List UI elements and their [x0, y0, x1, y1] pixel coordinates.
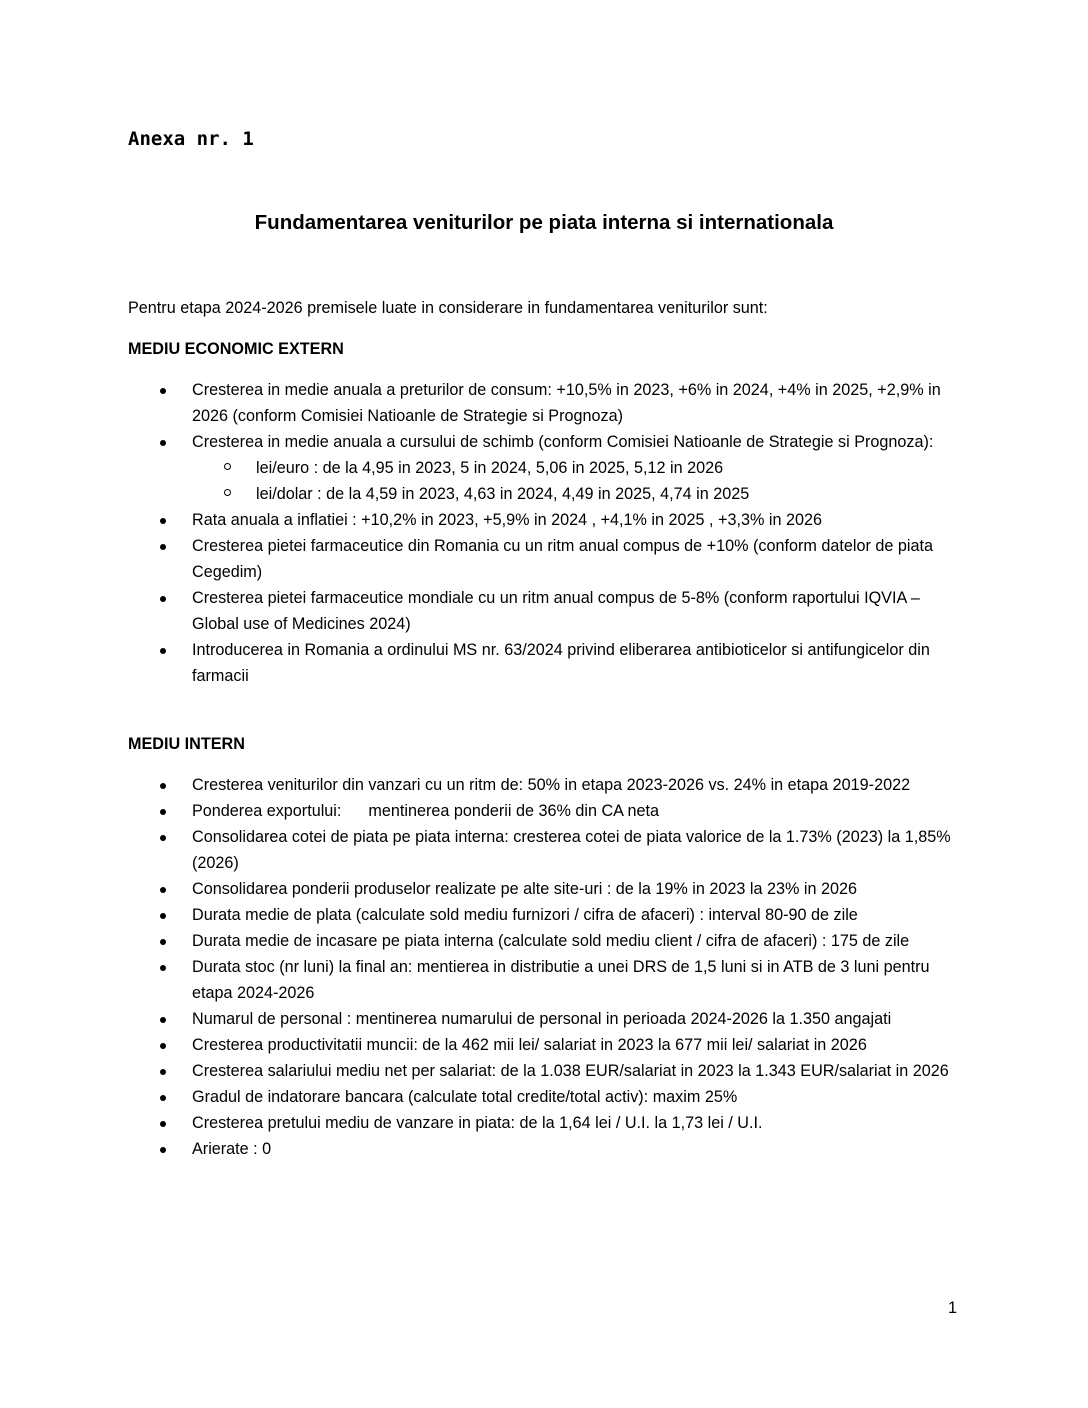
bullet-icon	[160, 939, 166, 945]
list-item-text: Cresterea veniturilor din vanzari cu un ritm de: 50% in etapa 2023-2026 vs. 24% in etapa 2019-2022	[192, 776, 911, 794]
list-item	[0, 429, 964, 507]
list-item	[0, 1084, 964, 1110]
list-item	[0, 1032, 964, 1058]
sub-list-item-text: lei/dolar : de la 4,59 in 2023, 4,63 in 2024, 4,49 in 2025, 4,74 in 2025	[256, 485, 750, 503]
list-item-text: Cresterea pietei farmaceutice mondiale cu un ritm anual compus de 5-8% (conform raportului IQVIA – Global use of Medicines 2024)	[192, 589, 920, 633]
external-section-heading: MEDIU ECONOMIC EXTERN	[128, 340, 344, 358]
sub-list-item	[192, 481, 964, 507]
list-item	[0, 772, 964, 798]
list-item	[0, 637, 964, 689]
list-item	[0, 1058, 964, 1084]
list-item-text: Rata anuala a inflatiei : +10,2% in 2023, +5,9% in 2024 , +4,1% in 2025 , +3,3% in 2026	[192, 511, 822, 529]
list-item	[0, 585, 964, 637]
bullet-icon	[160, 648, 166, 654]
bullet-icon	[160, 440, 166, 446]
bullet-icon	[160, 518, 166, 524]
annex-label: Anexa nr. 1	[128, 128, 254, 150]
bullet-icon	[160, 596, 166, 602]
list-item	[0, 533, 964, 585]
bullet-icon	[160, 1017, 166, 1023]
list-item-text: Cresterea productivitatii muncii: de la 462 mii lei/ salariat in 2023 la 677 mii lei/ salariat in 2026	[192, 1036, 867, 1054]
list-item-text: Introducerea in Romania a ordinului MS nr. 63/2024 privind eliberarea antibioticelor si antifungicelor din farmacii	[192, 641, 930, 685]
bullet-icon	[160, 965, 166, 971]
bullet-icon	[160, 1121, 166, 1127]
list-item-text: Cresterea pretului mediu de vanzare in piata: de la 1,64 lei / U.I. la 1,73 lei / U.I.	[192, 1114, 763, 1132]
bullet-icon	[160, 835, 166, 841]
list-item	[0, 902, 964, 928]
bullet-icon	[160, 783, 166, 789]
sub-list-item	[192, 455, 964, 481]
list-item	[0, 1136, 964, 1162]
bullet-icon	[160, 809, 166, 815]
list-item-text: Cresterea salariului mediu net per salariat: de la 1.038 EUR/salariat in 2023 la 1.343 EUR/salariat in 2026	[192, 1062, 949, 1080]
list-item	[0, 954, 964, 1006]
list-item-text: Durata medie de plata (calculate sold mediu furnizori / cifra de afaceri) : interval 80-90 de zile	[192, 906, 858, 924]
internal-section-heading: MEDIU INTERN	[128, 735, 245, 753]
list-item-text: Gradul de indatorare bancara (calculate total credite/total activ): maxim 25%	[192, 1088, 738, 1106]
list-item	[0, 377, 964, 429]
circle-bullet-icon	[224, 489, 231, 496]
list-item-text: Arierate : 0	[192, 1140, 272, 1158]
list-item-text: Cresterea in medie anuala a preturilor de consum: +10,5% in 2023, +6% in 2024, +4% in 2025, +2,9% in 2026 (conform Comisiei Natioanle de Strategie si Prognoza)	[192, 381, 941, 425]
page-number: 1	[948, 1299, 958, 1317]
external-list	[0, 377, 964, 689]
list-item	[0, 1006, 964, 1032]
bullet-icon	[160, 913, 166, 919]
list-item	[0, 824, 964, 876]
bullet-icon	[160, 1069, 166, 1075]
sub-list-item-text: lei/euro : de la 4,95 in 2023, 5 in 2024, 5,06 in 2025, 5,12 in 2026	[256, 459, 724, 477]
list-item-text: Durata stoc (nr luni) la final an: mentierea in distributie a unei DRS de 1,5 luni si in ATB de 3 luni pentru etapa 2024-2026	[192, 958, 930, 1002]
list-item-text: Numarul de personal : mentinerea numarului de personal in perioada 2024-2026 la 1.350 angajati	[192, 1010, 892, 1028]
bullet-icon	[160, 544, 166, 550]
list-item-text: Cresterea pietei farmaceutice din Romania cu un ritm anual compus de +10% (conform datelor de piata Cegedim)	[192, 537, 933, 581]
list-item	[0, 876, 964, 902]
list-item	[0, 507, 964, 533]
list-item	[0, 928, 964, 954]
intro-paragraph: Pentru etapa 2024-2026 premisele luate in considerare in fundamentarea veniturilor sunt:	[128, 299, 768, 317]
list-item-text: Cresterea in medie anuala a cursului de schimb (conform Comisiei Natioanle de Strategie si Prognoza):	[192, 433, 934, 451]
exchange-rate-sublist	[192, 455, 964, 507]
list-item-text: Consolidarea ponderii produselor realizate pe alte site-uri : de la 19% in 2023 la 23% in 2026	[192, 880, 858, 898]
bullet-icon	[160, 1095, 166, 1101]
internal-list	[0, 772, 964, 1162]
document-title: Fundamentarea veniturilor pe piata interna si internationala	[254, 211, 834, 234]
list-item-text: Durata medie de incasare pe piata interna (calculate sold mediu client / cifra de afaceri) : 175 de zile	[192, 932, 910, 950]
list-item-text: Consolidarea cotei de piata pe piata interna: cresterea cotei de piata valorice de la 1.73% (2023) la 1,85% (2026)	[192, 828, 951, 872]
list-item-text: Ponderea exportului: mentinerea ponderii de 36% din CA neta	[192, 802, 660, 820]
bullet-icon	[160, 887, 166, 893]
bullet-icon	[160, 1043, 166, 1049]
list-item	[0, 798, 964, 824]
bullet-icon	[160, 388, 166, 394]
bullet-icon	[160, 1147, 166, 1153]
circle-bullet-icon	[224, 463, 231, 470]
list-item	[0, 1110, 964, 1136]
